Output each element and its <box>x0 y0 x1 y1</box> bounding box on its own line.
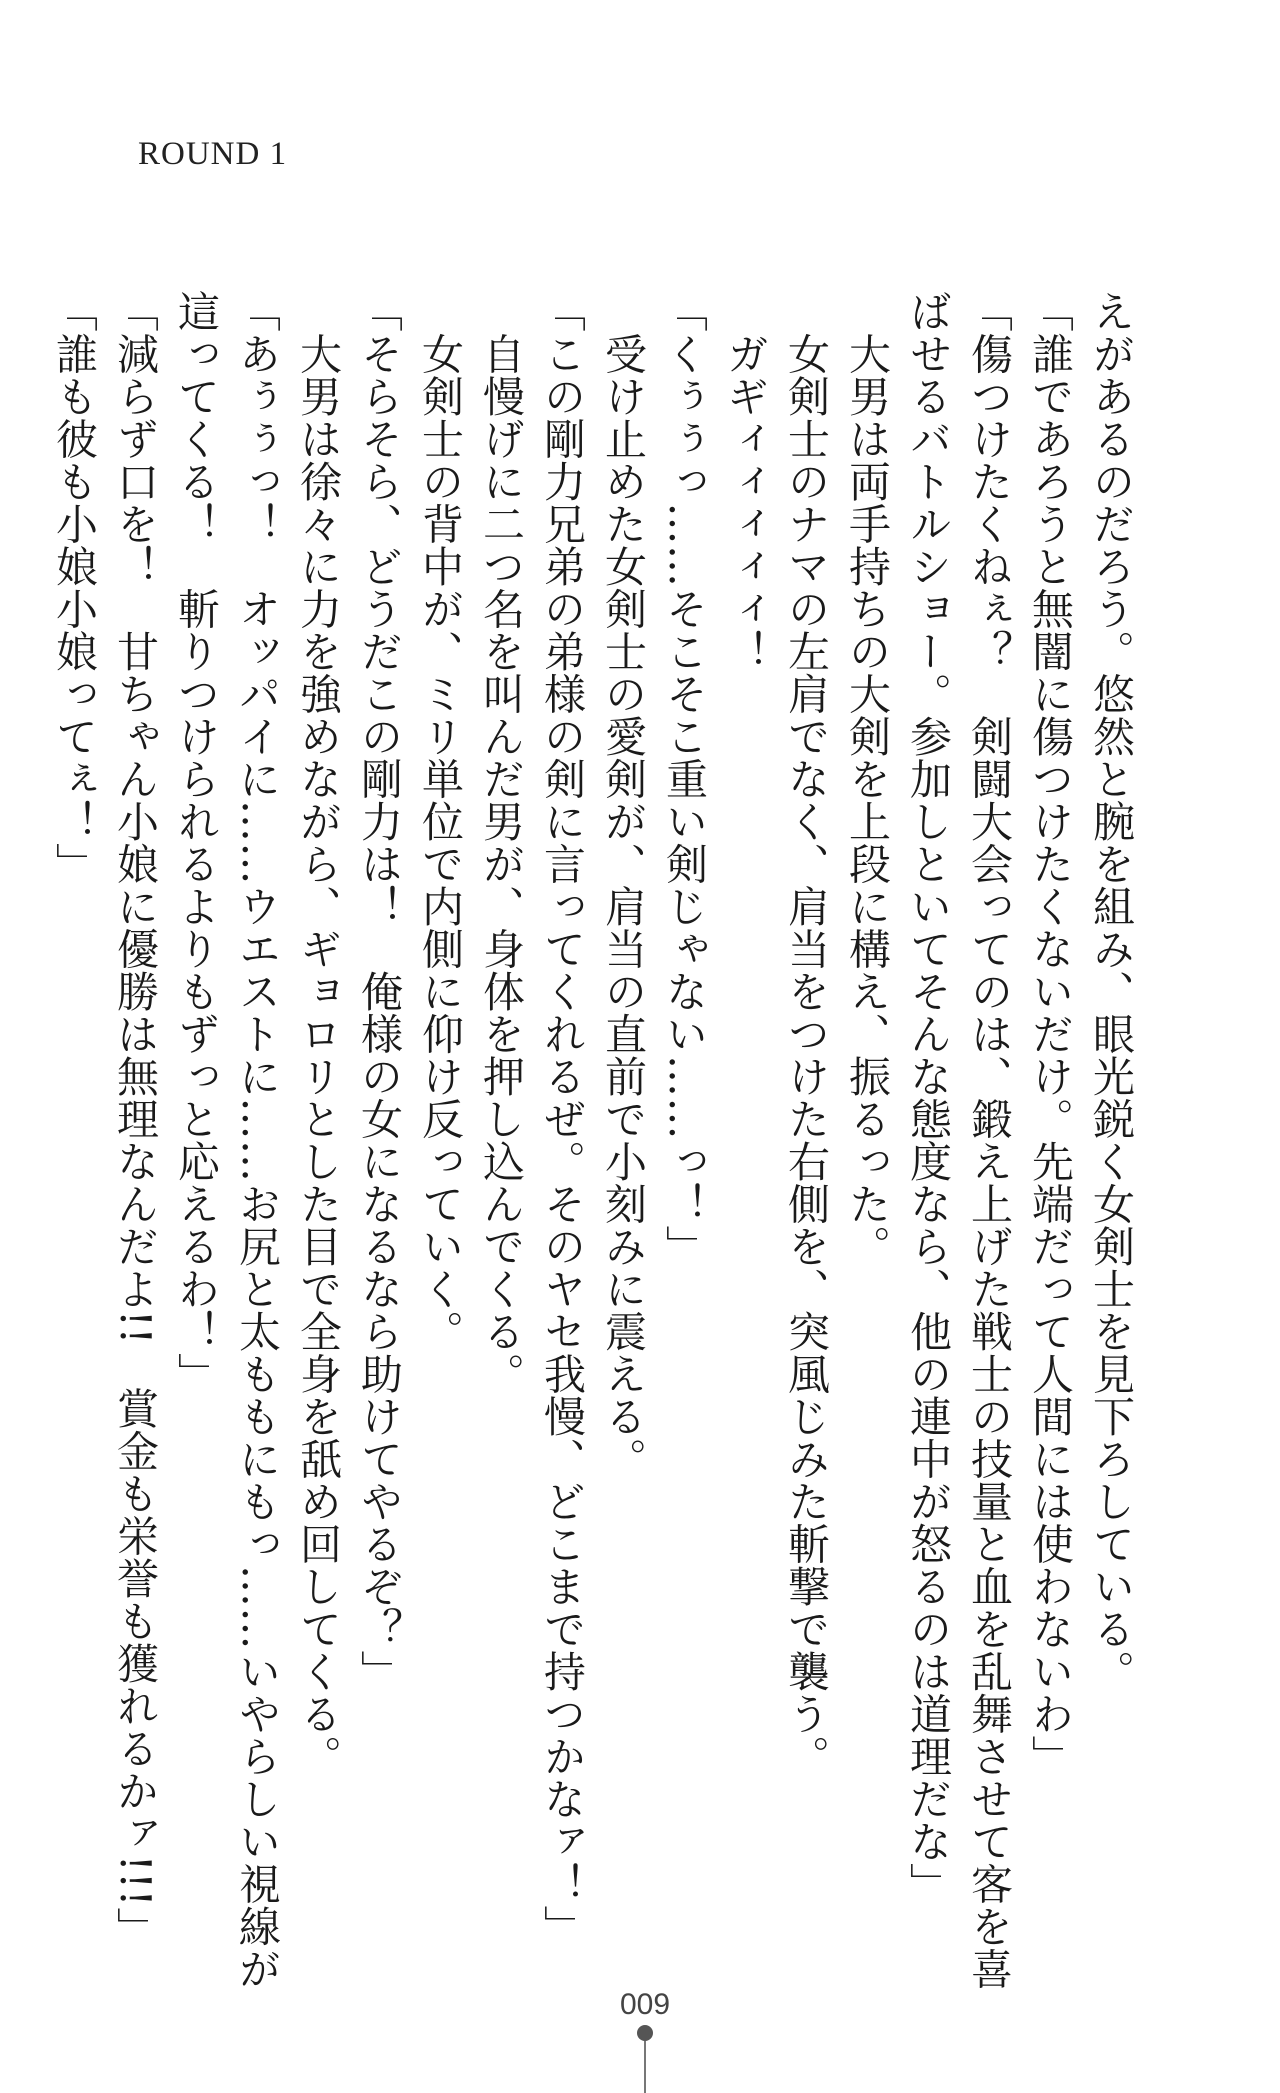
text-line: 「あぅぅっ！ オッパイに……ウエストに……お尻と太ももにもっ……いやらしい視線が <box>233 290 282 1990</box>
text-line: 女剣士の背中が、ミリ単位で内側に仰け反っていく。 <box>416 290 465 1353</box>
text-line: 「そらそら、どうだこの剛力は！ 俺様の女になるなら助けてやるぞ？」 <box>355 290 404 1693</box>
text-line: ばせるバトルショー。参加しといてそんな態度なら、他の連中が怒るのは道理だな」 <box>904 290 953 1905</box>
text-line: 大男は徐々に力を強めながら、ギョロリとした目で全身を舐め回してくる。 <box>294 290 343 1778</box>
text-line: 「誰も彼も小娘小娘ってぇ！」 <box>50 290 99 885</box>
page-marker-dot <box>637 2025 653 2041</box>
text-line: 「この剛力兄弟の弟様の剣に言ってくれるぜ。そのヤセ我慢、どこまで持つかなァ！」 <box>538 290 587 1948</box>
text-line: 女剣士のナマの左肩でなく、肩当をつけた右側を、突風じみた斬撃で襲う。 <box>782 290 831 1778</box>
text-body <box>44 290 1142 1990</box>
text-line: 「誰であろうと無闇に傷つけたくないだけ。先端だって人間には使わないわ」 <box>1026 290 1075 1778</box>
chapter-header: ROUND 1 <box>138 136 288 172</box>
text-line: ガギィィィィィ！ <box>721 290 770 673</box>
text-line: 「減らず口を！ 甘ちゃん小娘に優勝は無理なんだよ!! 賞金も栄誉も獲れるかァ!!!」 <box>111 290 160 1950</box>
page-marker-line <box>644 2041 646 2093</box>
text-line: 受け止めた女剣士の愛剣が、肩当の直前で小刻みに震える。 <box>599 290 648 1480</box>
text-line: 大男は両手持ちの大剣を上段に構え、振るった。 <box>843 290 892 1268</box>
text-line: 「傷つけたくねぇ？ 剣闘大会ってのは、鍛え上げた戦士の技量と血を乱舞させて客を喜 <box>965 290 1014 1990</box>
text-line: 自慢げに二つ名を叫んだ男が、身体を押し込んでくる。 <box>477 290 526 1395</box>
text-line: 「くぅぅっ……そこそこ重い剣じゃない……っ！」 <box>660 290 709 1268</box>
text-line: 這ってくる！ 斬りつけられるよりもずっと応えるわ！」 <box>172 290 221 1395</box>
page-number: 009 <box>619 1988 671 2021</box>
text-line: えがあるのだろう。悠然と腕を組み、眼光鋭く女剣士を見下ろしている。 <box>1087 290 1136 1693</box>
